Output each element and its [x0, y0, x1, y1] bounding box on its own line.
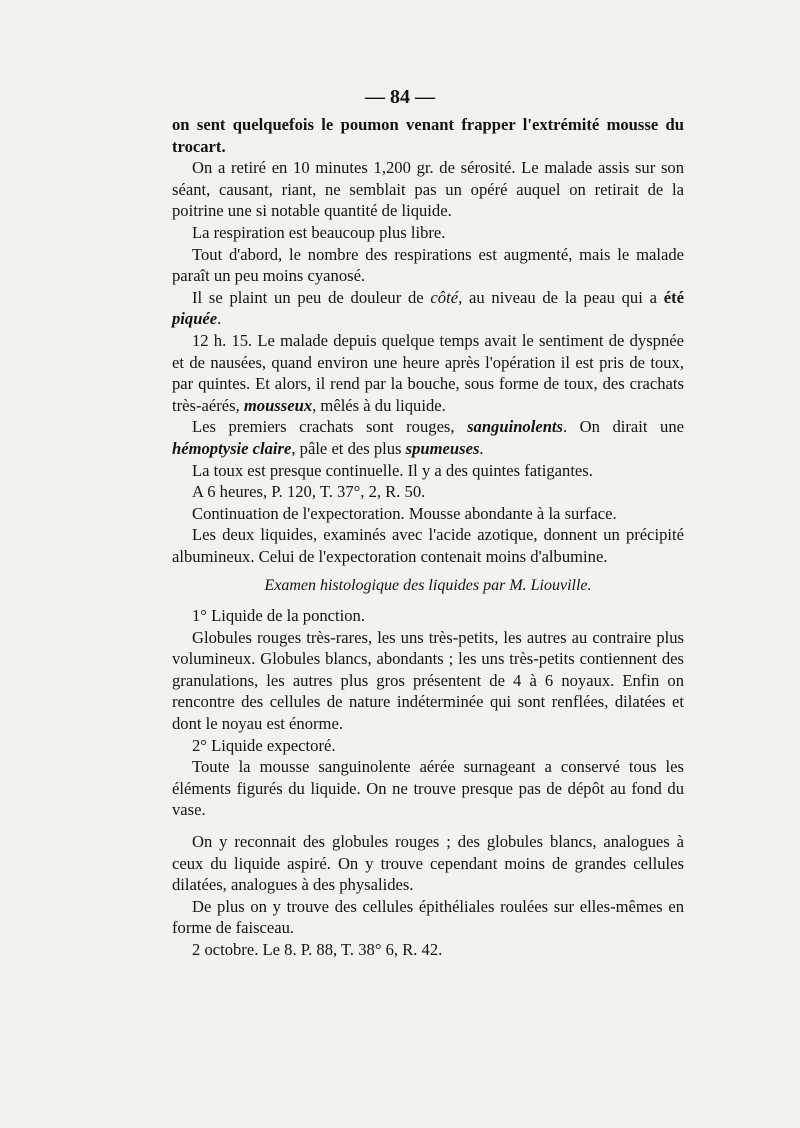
text-run: , au niveau de la peau qui a	[458, 287, 664, 307]
text-run: spumeuses	[405, 438, 480, 458]
text-run: piquée	[172, 309, 218, 329]
text-run: .	[217, 309, 222, 329]
paragraph	[172, 157, 684, 222]
text-run: Continuation de l'expectoration. Mousse abondante à la surface.	[192, 503, 617, 523]
paragraph	[172, 503, 684, 525]
text-run: 2 octobre. Le 8. P. 88, T. 38° 6, R. 42.	[192, 939, 443, 959]
text-run: sanguinolents	[467, 417, 563, 437]
text-run: , mêlés à du liquide.	[312, 395, 446, 415]
text-run: on sent quelquefois le poumon venant frapper l'extrémité mousse du trocart.	[172, 115, 684, 156]
paragraph	[172, 460, 684, 482]
paragraph	[172, 939, 684, 961]
paragraph	[172, 222, 684, 244]
paragraph	[172, 330, 684, 416]
page-number: — 84 —	[365, 86, 435, 108]
text-run: Tout d'abord, le nombre des respirations est augmenté, mais le malade paraît un peu moins cyanosé.	[172, 244, 684, 286]
section-heading	[172, 575, 684, 597]
paragraph	[172, 756, 684, 821]
text-run: De plus on y trouve des cellules épithéliales roulées sur elles-mêmes en forme de faisceau.	[172, 896, 684, 938]
text-run: On y reconnait des globules rouges ; des globules blancs, analogues à ceux du liquide aspiré. On y trouve cependant moins de grandes cellules dilatées, analogues à des physalides.	[172, 832, 684, 895]
text-run: Les premiers crachats sont rouges,	[192, 417, 468, 437]
paragraph	[172, 481, 684, 503]
text-run: hémoptysie claire	[172, 438, 292, 458]
text-run: Les deux liquides, examinés avec l'acide azotique, donnent un précipité albumineux. Celui de l'expectoration contenait moins d'albumine.	[172, 525, 684, 566]
text-run: , pâle et des plus	[291, 438, 406, 458]
paragraph	[172, 627, 684, 735]
paragraph	[172, 735, 684, 757]
paragraph	[172, 416, 684, 459]
text-run: . On dirait une	[563, 417, 685, 437]
body-text	[172, 114, 684, 961]
text-run: 12 h. 15. Le malade depuis quelque temps avait le sentiment de dyspnée et de nausées, quand environ une heure après l'opération il est pris de toux, par quintes. Et alors, il rend par la bouche, sous forme de toux, des crachats très-aérés,	[172, 330, 684, 415]
text-run: On a retiré en 10 minutes 1,200 gr. de sérosité. Le malade assis sur son séant, causant, riant, ne semblait pas un opéré auquel on retirait de la poitrine une si notable quantité de liquide.	[172, 158, 684, 221]
paragraph	[172, 524, 684, 567]
text-run: La toux est presque continuelle. Il y a des quintes fatigantes.	[192, 460, 593, 480]
paragraph	[172, 896, 684, 939]
text-run: Globules rouges très-rares, les uns très-petits, les autres au contraire plus volumineux. Globules blancs, abondants ; les uns très-petits contiennent des granulations, les autres plus gros présentent de 4 à 6 noyaux. Enfin on rencontre des cellules de nature indéterminée qui sont renflées, dilatées et dont le noyau est énorme.	[172, 627, 684, 734]
paragraph	[172, 244, 684, 287]
text-run: 1° Liquide de la ponction.	[192, 606, 365, 626]
paragraph	[172, 831, 684, 896]
paragraph	[172, 605, 684, 627]
text-run: été	[663, 287, 684, 307]
paragraph	[172, 114, 684, 157]
text-run: La respiration est beaucoup plus libre.	[192, 222, 446, 242]
text-run: Examen histologique des liquides par M. Liouville.	[264, 577, 592, 595]
text-run: mousseux	[243, 395, 313, 415]
text-run: Il se plaint un peu de douleur de	[192, 287, 431, 307]
text-run: 2° Liquide expectoré.	[192, 735, 336, 755]
paragraph	[172, 287, 684, 330]
text-run: côté	[430, 287, 459, 307]
text-run: Toute la mousse sanguinolente aérée surnageant a conservé tous les éléments figurés du liquide. On ne trouve presque pas de dépôt au fond du vase.	[172, 757, 684, 820]
text-run: A 6 heures, P. 120, T. 37°, 2, R. 50.	[192, 482, 426, 502]
text-run: .	[479, 438, 484, 458]
